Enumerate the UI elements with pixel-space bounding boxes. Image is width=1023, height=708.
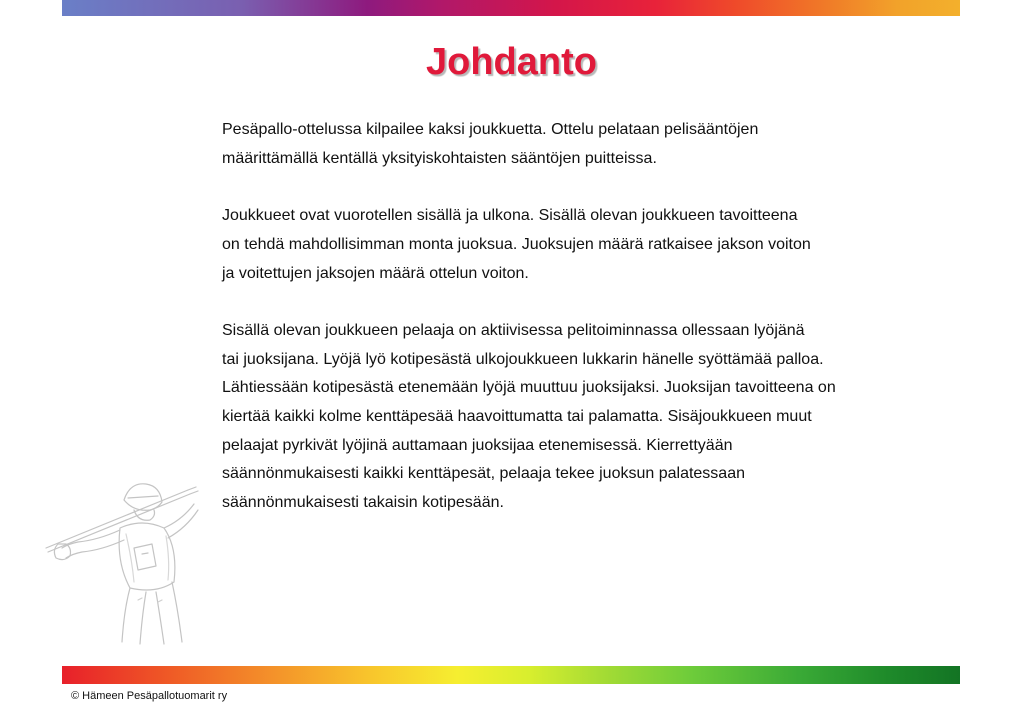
bottom-gradient-bar (62, 666, 960, 684)
footer-copyright: © Hämeen Pesäpallotuomarit ry (71, 690, 228, 702)
batter-illustration-icon (38, 470, 204, 646)
slide-body (222, 116, 982, 547)
paragraph-teams: Joukkueet ovat vuorotellen sisällä ja ulkona. Sisällä olevan joukkueen tavoitteena on tehdä mahdollisimman monta juoksua. Juoksujen määrä ratkaisee jakson voiton ja voitettujen jaksojen määrä ottelun voiton. (222, 207, 811, 282)
paragraph-intro: Pesäpallo-ottelussa kilpailee kaksi joukkuetta. Ottelu pelataan pelisääntöjen määrittämällä kentällä yksityiskohtaisten sääntöjen puitteissa. (222, 121, 759, 167)
paragraph-players: Sisällä olevan joukkueen pelaaja on aktiivisessa pelitoiminnassa ollessaan lyöjänä tai juoksijana. Lyöjä lyö kotipesästä ulkojoukkueen lukkarin hänelle syöttämää palloa. Lähtiessään kotipesästä etenemään lyöjä muuttuu juoksijaksi. Juoksijan tavoitteena on kiertää kaikki kolme kenttäpesää haavoittumatta tai palamatta. Sisäjoukkueen muut pelaajat pyrkivät lyöjinä auttamaan juoksijaa etenemisessä. Kierrettyään säännönmukaisesti kaikki kenttäpesät, pelaaja tekee juoksun palatessaan säännönmukaisesti takaisin kotipesään. (222, 321, 836, 512)
top-gradient-bar (62, 0, 960, 16)
slide-title: Johdanto (426, 41, 597, 83)
